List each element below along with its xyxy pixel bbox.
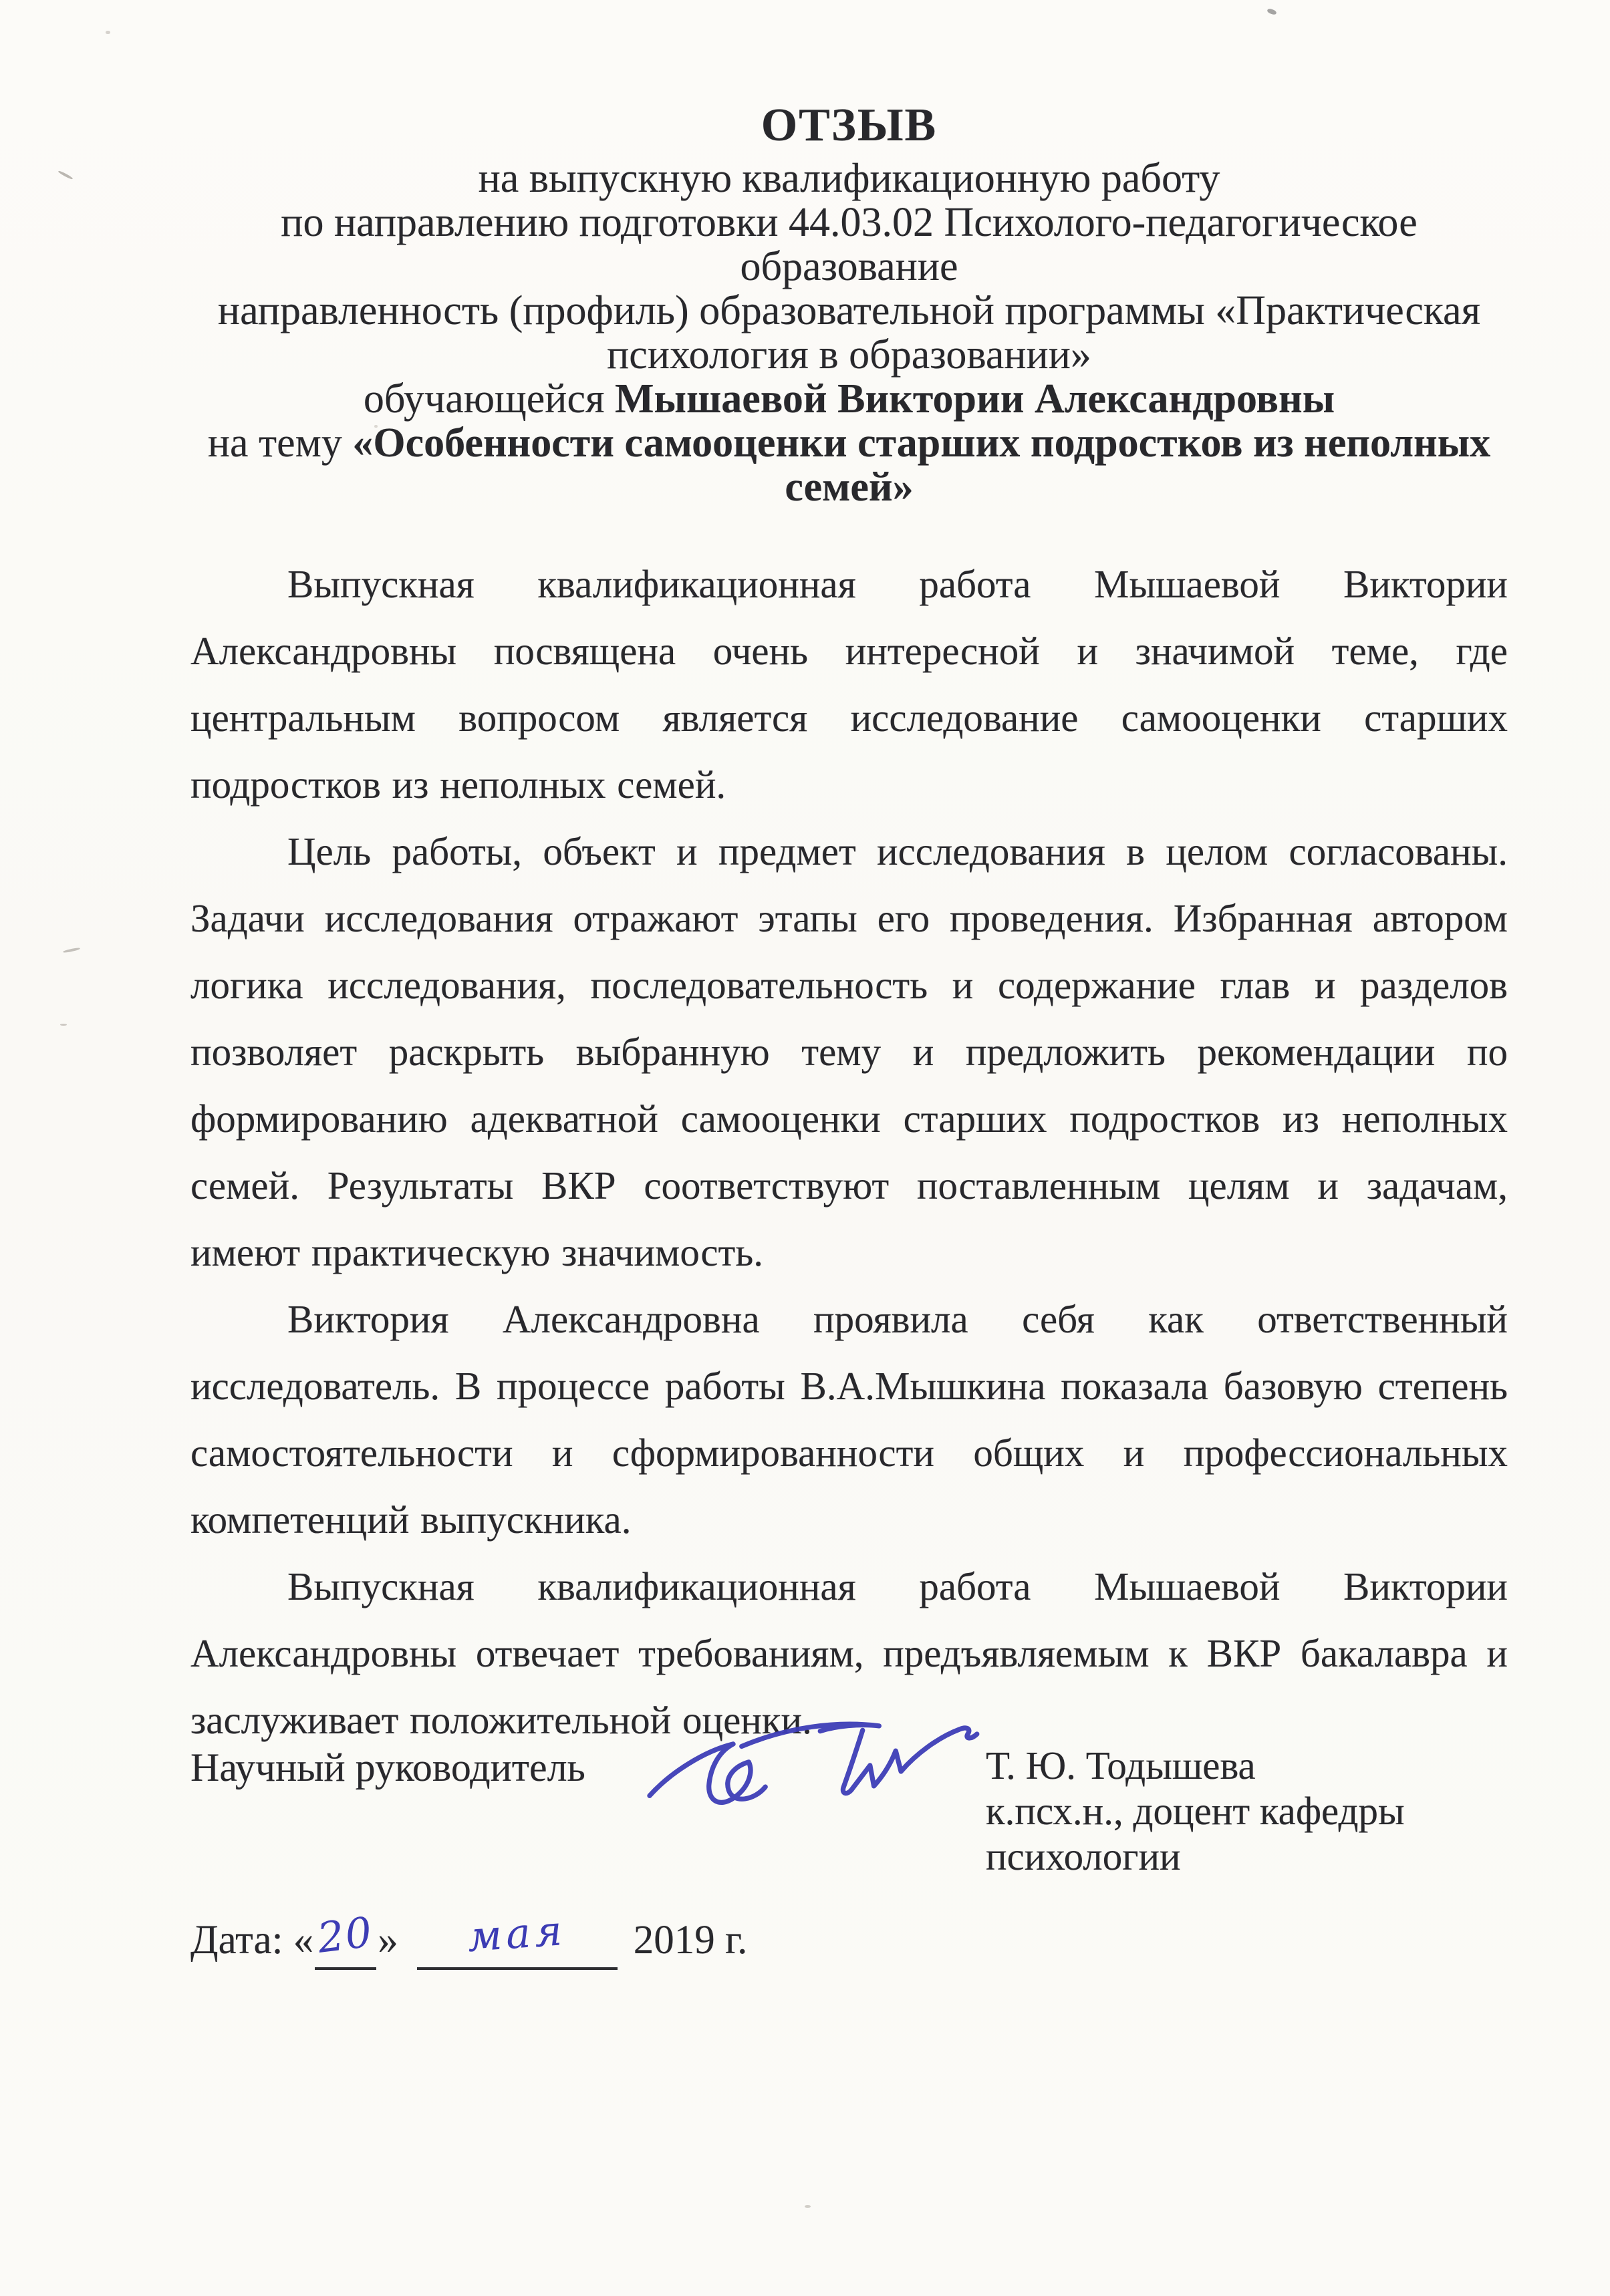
supervisor-info bbox=[986, 1743, 1405, 1879]
paragraph-3: Виктория Александровна проявила себя как ответственный исследователь. В процессе работы В.А.Мышкина показала базовую степень самостоятельности и сформированности общих и профессиональных компетенций выпускника. bbox=[190, 1297, 1508, 1542]
header-line-3: направленность (профиль) образовательной программы «Практическая bbox=[217, 288, 1481, 333]
signature bbox=[638, 1691, 986, 1831]
supervisor-credentials-line-1: к.псх.н., доцент кафедры bbox=[986, 1789, 1405, 1833]
supervisor-name: Т. Ю. Тодышева bbox=[986, 1743, 1256, 1787]
date-line bbox=[190, 1905, 748, 1970]
date-day-handwritten: 20 bbox=[314, 1907, 376, 1963]
topic-title: «Особенности самооценки старших подростков из неполных семей» bbox=[352, 420, 1491, 510]
scan-speck bbox=[805, 2205, 811, 2208]
date-month-underline bbox=[417, 1905, 618, 1970]
supervisor-label: Научный руководитель bbox=[190, 1745, 585, 1789]
student-name: Мышаевой Виктории Александровны bbox=[615, 376, 1335, 422]
document-title: ОТЗЫВ bbox=[761, 100, 938, 151]
student-prefix: обучающейся bbox=[363, 376, 605, 422]
review-body bbox=[190, 551, 1508, 1753]
date-open-quote: « bbox=[293, 1918, 314, 1963]
scan-speck bbox=[374, 425, 378, 428]
scan-speck bbox=[57, 170, 73, 180]
topic-prefix: на тему bbox=[207, 420, 342, 466]
scan-speck bbox=[106, 31, 110, 34]
scan-speck bbox=[60, 1024, 67, 1026]
date-day-underline bbox=[314, 1907, 376, 1970]
date-label: Дата: bbox=[190, 1918, 283, 1963]
header-line-2: по направлению подготовки 44.03.02 Психолого-педагогическое образование bbox=[281, 200, 1418, 289]
date-close-quote: » bbox=[378, 1918, 398, 1963]
date-month-handwritten: мая bbox=[466, 1905, 568, 1962]
supervisor-credentials-line-2: психологии bbox=[986, 1834, 1181, 1878]
header-line-1: на выпускную квалификационную работу bbox=[478, 156, 1220, 201]
paragraph-1: Выпускная квалификационная работа Мышаевой Виктории Александровны посвящена очень интересной и значимой теме, где центральным вопросом является исследование самооценки старших подростков из неполных семей. bbox=[190, 562, 1508, 807]
header-line-4: психология в образовании» bbox=[607, 332, 1091, 378]
topic-line bbox=[190, 421, 1508, 509]
paragraph-2: Цель работы, объект и предмет исследования в целом согласованы. Задачи исследования отражают этапы его проведения. Избранная автором логика исследования, последовательность и содержание глав и разделов позволяет раскрыть выбранную тему и предложить рекомендации по формированию адекватной самооценки старших подростков из неполных семей. Результаты ВКР соответствуют поставленным целям и задачам, имеют практическую значимость. bbox=[190, 829, 1508, 1274]
student-line bbox=[190, 377, 1508, 421]
scan-speck bbox=[1266, 8, 1277, 15]
signature-ink-strokes bbox=[635, 1682, 989, 1840]
paragraph-4: Выпускная квалификационная работа Мышаевой Виктории Александровны отвечает требованиям, предъявляемым к ВКР бакалавра и заслуживает положительной оценки. bbox=[190, 1564, 1508, 1742]
document-header bbox=[190, 99, 1508, 509]
scan-speck bbox=[63, 947, 80, 953]
date-year: 2019 г. bbox=[633, 1918, 748, 1963]
